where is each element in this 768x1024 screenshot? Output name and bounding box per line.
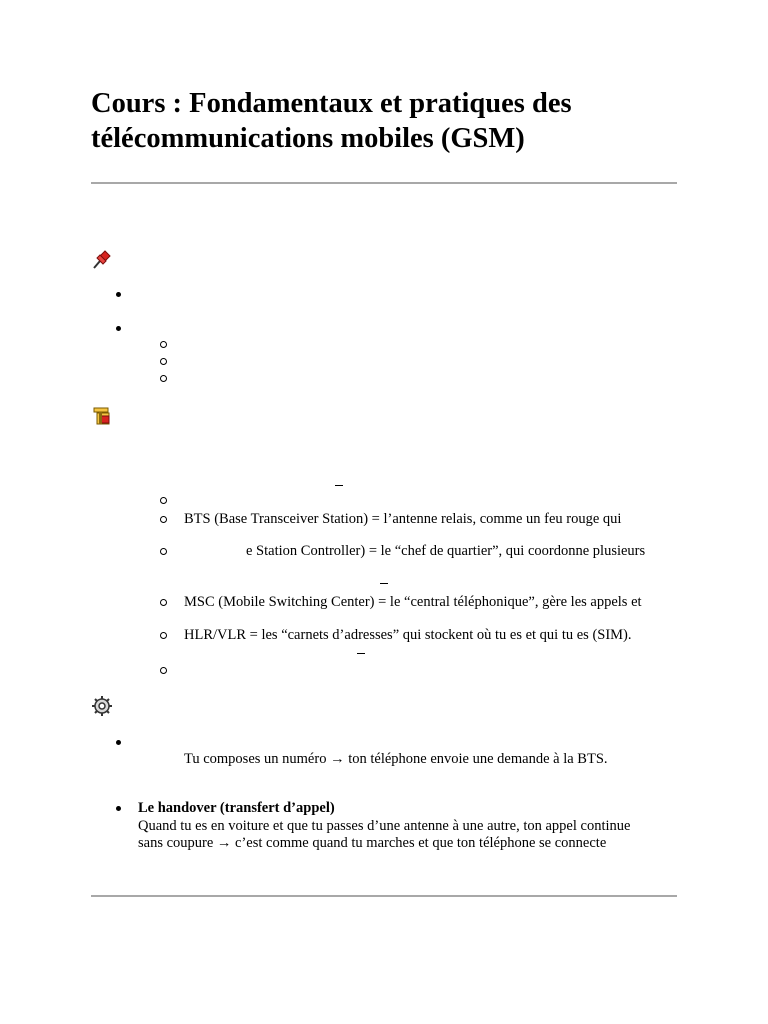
page-title bbox=[91, 86, 711, 156]
dash-mark bbox=[357, 653, 365, 654]
sublist-bullet bbox=[160, 632, 167, 639]
sublist-bullet bbox=[160, 516, 167, 523]
bottom-divider bbox=[91, 895, 677, 897]
gear-icon bbox=[91, 695, 113, 717]
top-divider bbox=[91, 182, 677, 184]
bts-item: BTS (Base Transceiver Station) = l’antenne relais, comme un feu rouge qui bbox=[184, 511, 622, 527]
title-line-2: télécommunications mobiles (GSM) bbox=[91, 123, 525, 154]
sublist-bullet bbox=[160, 497, 167, 504]
list-bullet bbox=[116, 740, 121, 745]
list-bullet bbox=[116, 806, 121, 811]
sublist-bullet bbox=[160, 667, 167, 674]
handover-line-2: sans coupure → c’est comme quand tu marches et que ton téléphone se connecte bbox=[138, 835, 607, 851]
toolbox-icon bbox=[91, 404, 113, 426]
handover-heading: Le handover (transfert d’appel) bbox=[138, 800, 335, 816]
sublist-bullet bbox=[160, 599, 167, 606]
title-line-1: Cours : Fondamentaux et pratiques des bbox=[91, 88, 572, 119]
list-bullet bbox=[116, 326, 121, 331]
msc-item: MSC (Mobile Switching Center) = le “central téléphonique”, gère les appels et bbox=[184, 594, 642, 610]
sublist-bullet bbox=[160, 548, 167, 555]
handover-line-1: Quand tu es en voiture et que tu passes d’une antenne à une autre, ton appel continue bbox=[138, 818, 631, 834]
bsc-item: e Station Controller) = le “chef de quartier”, qui coordonne plusieurs bbox=[246, 543, 646, 559]
dash-mark bbox=[380, 583, 388, 584]
sublist-bullet bbox=[160, 358, 167, 365]
sublist-bullet bbox=[160, 375, 167, 382]
hlr-vlr-item: HLR/VLR = les “carnets d’adresses” qui stockent où tu es et qui tu es (SIM). bbox=[184, 627, 632, 643]
sublist-bullet bbox=[160, 341, 167, 348]
dash-mark bbox=[335, 485, 343, 486]
pushpin-icon bbox=[91, 248, 113, 270]
call-step-text: Tu composes un numéro → ton téléphone envoie une demande à la BTS. bbox=[184, 751, 608, 767]
list-bullet bbox=[116, 292, 121, 297]
